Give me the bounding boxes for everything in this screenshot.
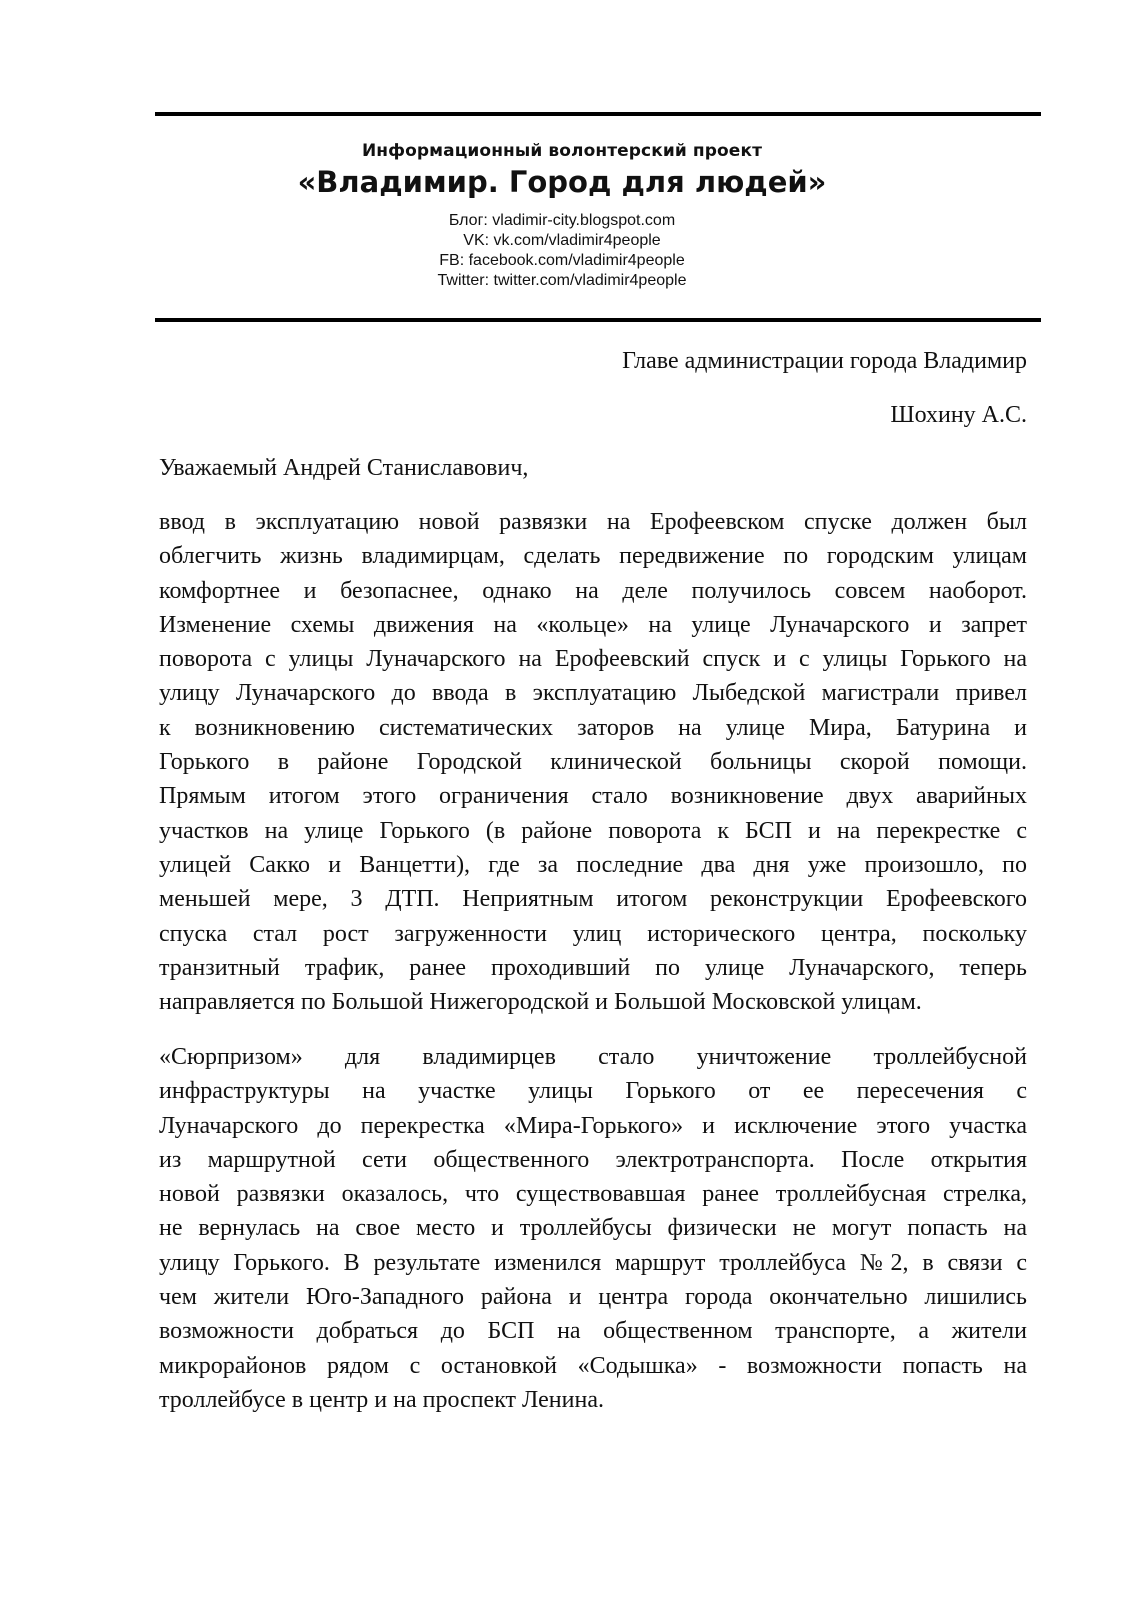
- paragraph-line: из маршрутной сети общественного электротранспорта. После открытия: [159, 1146, 1027, 1173]
- paragraph-line: инфраструктуры на участке улицы Горького от ее пересечения с: [159, 1078, 1027, 1105]
- paragraph-line: участков на улице Горького (в районе поворота к БСП и на перекрестке с: [159, 817, 1027, 844]
- paragraph-line: меньшей мере, 3 ДТП. Неприятным итогом реконструкции Ерофеевского: [159, 886, 1027, 913]
- salutation: Уважаемый Андрей Станиславович,: [159, 455, 529, 481]
- paragraph-line: улицу Горького. В результате изменился маршрут троллейбуса №2, в связи с: [159, 1249, 1027, 1276]
- contact-twitter: Twitter: twitter.com/vladimir4people: [437, 272, 687, 289]
- paragraph-line: Луначарского до перекрестка «Мира-Горького» и исключение этого участка: [159, 1112, 1027, 1139]
- contact-vk: VK: vk.com/vladimir4people: [463, 232, 661, 249]
- paragraph-line: Изменение схемы движения на «кольце» на улице Луначарского и запрет: [159, 611, 1027, 638]
- body-paragraph-1: [159, 505, 1027, 1019]
- paragraph-line: не вернулась на свое место и троллейбусы физически не могут попасть на: [159, 1215, 1027, 1242]
- paragraph-line: к возникновению систематических заторов на улице Мира, Батурина и: [159, 714, 1027, 741]
- paragraph-line: ввод в эксплуатацию новой развязки на Ерофеевском спуске должен был: [159, 509, 1027, 535]
- paragraph-line: возможности добраться до БСП на общественном транспорте, а жители: [159, 1318, 1027, 1345]
- project-title: «Владимир. Город для людей»: [297, 165, 827, 199]
- project-type: Информационный волонтерский проект: [361, 141, 763, 161]
- contacts-block: [155, 211, 969, 291]
- paragraph-line: облегчить жизнь владимирцам, сделать передвижение по городским улицам: [159, 543, 1027, 570]
- paragraph-line: спуска стал рост загруженности улиц исторического центра, поскольку: [159, 920, 1027, 947]
- header-bottom-rule: [155, 318, 1041, 322]
- paragraph-line: Прямым итогом этого ограничения стало возникновение двух аварийных: [159, 783, 1027, 810]
- paragraph-line: троллейбусе в центр и на проспект Ленина.: [159, 1386, 604, 1413]
- paragraph-line: новой развязки оказалось, что существовавшая ранее троллейбусная стрелка,: [159, 1181, 1027, 1208]
- header-top-rule: [155, 112, 1041, 116]
- contact-blog: Блог: vladimir-city.blogspot.com: [448, 212, 676, 229]
- paragraph-line: «Сюрпризом» для владимирцев стало уничтожение троллейбусной: [159, 1044, 1027, 1070]
- paragraph-line: улицу Луначарского до ввода в эксплуатацию Лыбедской магистрали привел: [159, 680, 1027, 707]
- paragraph-line: Горького в районе Городской клинической больницы скорой помощи.: [159, 749, 1027, 776]
- letterhead: [155, 140, 969, 291]
- paragraph-line: поворота с улицы Луначарского на Ерофеевский спуск и с улицы Горького на: [159, 646, 1027, 673]
- paragraph-line: улицей Сакко и Ванцетти), где за последние два дня уже произошло, по: [159, 851, 1027, 878]
- recipient-title: Главе администрации города Владимир: [622, 348, 1027, 374]
- paragraph-line: чем жители Юго-Западного района и центра города окончательно лишились: [159, 1284, 1027, 1311]
- paragraph-line: микрорайонов рядом с остановкой «Содышка» - возможности попасть на: [159, 1352, 1027, 1379]
- body-paragraph-2: [159, 1040, 1027, 1417]
- recipient-name: Шохину А.С.: [890, 402, 1027, 428]
- paragraph-line: транзитный трафик, ранее проходивший по улице Луначарского, теперь: [159, 954, 1027, 981]
- contact-fb: FB: facebook.com/vladimir4people: [439, 252, 685, 269]
- paragraph-line: направляется по Большой Нижегородской и Большой Московской улицам.: [159, 989, 922, 1016]
- paragraph-line: комфортнее и безопаснее, однако на деле получилось совсем наоборот.: [159, 577, 1027, 604]
